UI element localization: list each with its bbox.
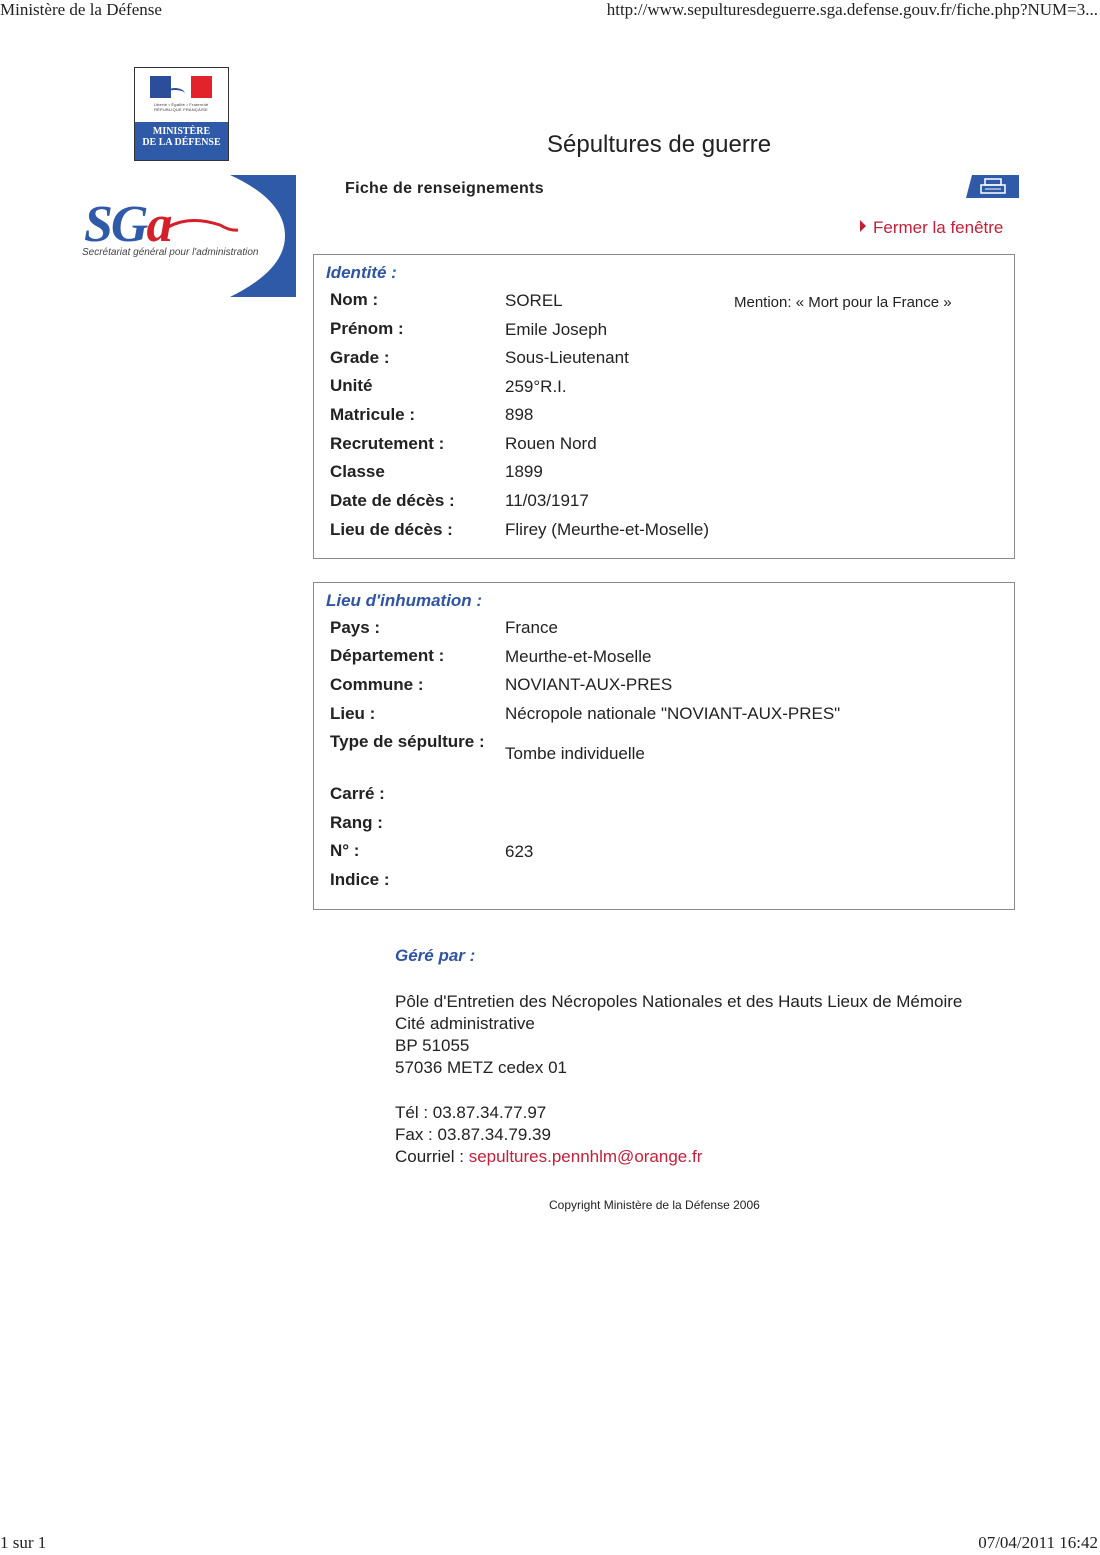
inhumation-value: Meurthe-et-Moselle bbox=[505, 647, 652, 666]
identite-label: Nom : bbox=[330, 290, 379, 309]
address-line: BP 51055 bbox=[395, 1036, 470, 1055]
identite-label: Grade : bbox=[330, 348, 390, 367]
inhumation-panel bbox=[313, 582, 1015, 910]
address-line: Cité administrative bbox=[395, 1014, 535, 1033]
identite-value: Rouen Nord bbox=[505, 434, 597, 453]
close-window-label: Fermer la fenêtre bbox=[873, 218, 1004, 237]
identite-panel bbox=[313, 254, 1015, 559]
courriel-line bbox=[395, 1146, 702, 1168]
courriel-label: Courriel : bbox=[395, 1147, 469, 1166]
sga-tagline: Secrétariat général pour l'administration bbox=[82, 247, 259, 258]
inhumation-label: Carré : bbox=[330, 784, 385, 803]
mention-text: Mention: « Mort pour la France » bbox=[734, 294, 952, 311]
identite-value: 898 bbox=[505, 405, 534, 424]
identite-value: Flirey (Meurthe-et-Moselle) bbox=[505, 520, 710, 539]
logo-ministere-line2: DE LA DÉFENSE bbox=[142, 137, 221, 148]
logo-motto: Liberté • Égalité • Fraternité bbox=[153, 102, 209, 107]
logo-ministere-line1: MINISTÈRE bbox=[152, 126, 211, 137]
inhumation-label: Département : bbox=[330, 646, 445, 665]
email-link[interactable]: sepultures.pennhlm@orange.fr bbox=[468, 1147, 703, 1166]
inhumation-label: Rang : bbox=[330, 813, 383, 832]
address-line: 57036 METZ cedex 01 bbox=[395, 1058, 567, 1077]
identite-label: Unité bbox=[330, 376, 373, 395]
inhumation-heading: Lieu d'inhumation : bbox=[326, 591, 483, 610]
print-icon[interactable] bbox=[966, 175, 1019, 198]
inhumation-label: Lieu : bbox=[330, 704, 376, 723]
inhumation-label: Type de sépulture : bbox=[330, 732, 485, 751]
inhumation-value: France bbox=[505, 618, 558, 637]
print-header-title: Ministère de la Défense bbox=[0, 0, 162, 19]
identite-value: 1899 bbox=[505, 462, 543, 481]
inhumation-value: 623 bbox=[505, 842, 534, 861]
identite-label: Matricule : bbox=[330, 405, 416, 424]
logo-republique: RÉPUBLIQUE FRANÇAISE bbox=[154, 107, 208, 112]
identite-heading: Identité : bbox=[326, 263, 397, 282]
inhumation-value: NOVIANT-AUX-PRES bbox=[505, 675, 673, 694]
fax: Fax : 03.87.34.79.39 bbox=[395, 1125, 551, 1144]
identite-label: Lieu de décès : bbox=[330, 520, 453, 539]
print-footer-datetime: 07/04/2011 16:42 bbox=[978, 1533, 1098, 1552]
identite-value: Emile Joseph bbox=[505, 320, 608, 339]
identite-value: SOREL bbox=[505, 291, 563, 310]
inhumation-label: Pays : bbox=[330, 618, 381, 637]
arrow-right-icon bbox=[860, 220, 866, 232]
inhumation-value: Nécropole nationale "NOVIANT-AUX-PRES" bbox=[505, 704, 841, 723]
inhumation-label: Commune : bbox=[330, 675, 424, 694]
identite-value: 259°R.I. bbox=[505, 377, 567, 396]
inhumation-label: N° : bbox=[330, 841, 360, 860]
identite-value: 11/03/1917 bbox=[505, 491, 589, 510]
inhumation-label: Indice : bbox=[330, 870, 390, 889]
sga-letter-a: a bbox=[146, 196, 171, 253]
close-window-link[interactable] bbox=[860, 218, 1003, 238]
ministere-logo bbox=[134, 67, 229, 161]
identite-value: Sous-Lieutenant bbox=[505, 348, 629, 367]
gere-par-heading: Géré par : bbox=[395, 946, 476, 965]
identite-label: Recrutement : bbox=[330, 434, 445, 453]
page-subtitle: Fiche de renseignements bbox=[345, 180, 544, 197]
telephone: Tél : 03.87.34.77.97 bbox=[395, 1103, 547, 1122]
identite-label: Date de décès : bbox=[330, 491, 455, 510]
print-footer-page: 1 sur 1 bbox=[0, 1533, 47, 1552]
inhumation-value: Tombe individuelle bbox=[505, 744, 645, 763]
page-title: Sépultures de guerre bbox=[547, 131, 772, 158]
print-header-url: http://www.sepulturesdeguerre.sga.defense.gouv.fr/fiche.php?NUM=3... bbox=[606, 0, 1098, 19]
sga-logo bbox=[80, 175, 296, 297]
tricolor-flag-icon bbox=[150, 76, 212, 98]
identite-label: Classe bbox=[330, 462, 385, 481]
identite-label: Prénom : bbox=[330, 319, 404, 338]
copyright: Copyright Ministère de la Défense 2006 bbox=[549, 1198, 760, 1212]
sga-letters: SG bbox=[84, 196, 147, 253]
address-line: Pôle d'Entretien des Nécropoles Nationales et des Hauts Lieux de Mémoire bbox=[395, 992, 963, 1011]
